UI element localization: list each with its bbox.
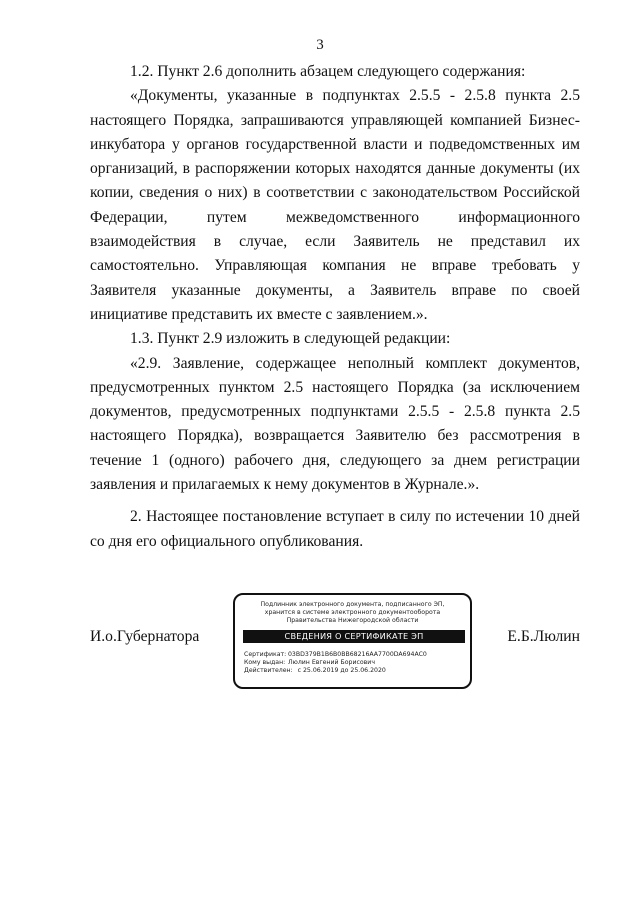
paragraph-quote-2-9: «2.9. Заявление, содержащее неполный комплект документов, предусмотренных пунктом 2.5 настоящего Порядка (за исключением документов, предусмотренных подпунктами 2.5.5 - 2.5.8 пункта 2.5 настоящего Порядка), возвращается Заявителю без рассмотрения в течение 1 (одного) рабочего дня, следующего за днем регистрации заявления и прилагаемых к нему документов в Журнале.». [90, 354, 580, 494]
stamp-caption-line: хранится в системе электронного документооборота [264, 609, 441, 616]
signer-name: Е.Б.Люлин [507, 628, 580, 645]
paragraph-2: 2. Настоящее постановление вступает в силу по истечении 10 дней со дня его официального опубликования. [90, 508, 580, 550]
stamp-certificate-row [244, 651, 427, 659]
document-body [90, 60, 580, 554]
stamp-caption-line: Правительства Нижегородской области [286, 617, 419, 624]
stamp-certificate-value: 03BD379B1B6B0BB68216AA7700DA694AC0 [287, 651, 427, 658]
electronic-signature-stamp [233, 593, 472, 689]
paragraph-quote-documents: «Документы, указанные в подпунктах 2.5.5 - 2.5.8 пункта 2.5 настоящего Порядка, запрашиваются управляющей компанией Бизнес-инкубатора у органов государственной власти и подведомственных им организаций, в распоряжении которых находятся данные документы (их копии, сведения о них) в соответствии с законодательством Российской Федерации, путем межведомственного информационного взаимодействия в случае, если Заявитель не представил их самостоятельно. Управляющая компания не вправе требовать у Заявителя указанные документы, а Заявитель вправе по своей инициативе представить их вместе с заявлением.». [90, 87, 580, 323]
paragraph-1-2: 1.2. Пункт 2.6 дополнить абзацем следующего содержания: [130, 63, 526, 80]
stamp-valid-value: с 25.06.2019 до 25.06.2020 [297, 667, 386, 675]
stamp-header: СВЕДЕНИЯ О СЕРТИФИКАТЕ ЭП [243, 630, 465, 643]
stamp-issued-label: Кому выдан: [244, 659, 286, 667]
stamp-issued-value: Люлин Евгений Борисович [287, 659, 375, 667]
stamp-certificate-label: Сертификат: [244, 651, 287, 658]
paragraph-1-3: 1.3. Пункт 2.9 изложить в следующей редакции: [130, 330, 451, 348]
stamp-details [244, 651, 427, 676]
stamp-caption [235, 601, 470, 625]
signer-title: И.о.Губернатора [90, 628, 200, 645]
stamp-caption-line: Подлинник электронного документа, подписанного ЭП, [260, 601, 445, 608]
stamp-valid-label: Действителен: [244, 667, 293, 675]
page-number: 3 [316, 37, 324, 53]
stamp-valid-row [244, 667, 427, 675]
